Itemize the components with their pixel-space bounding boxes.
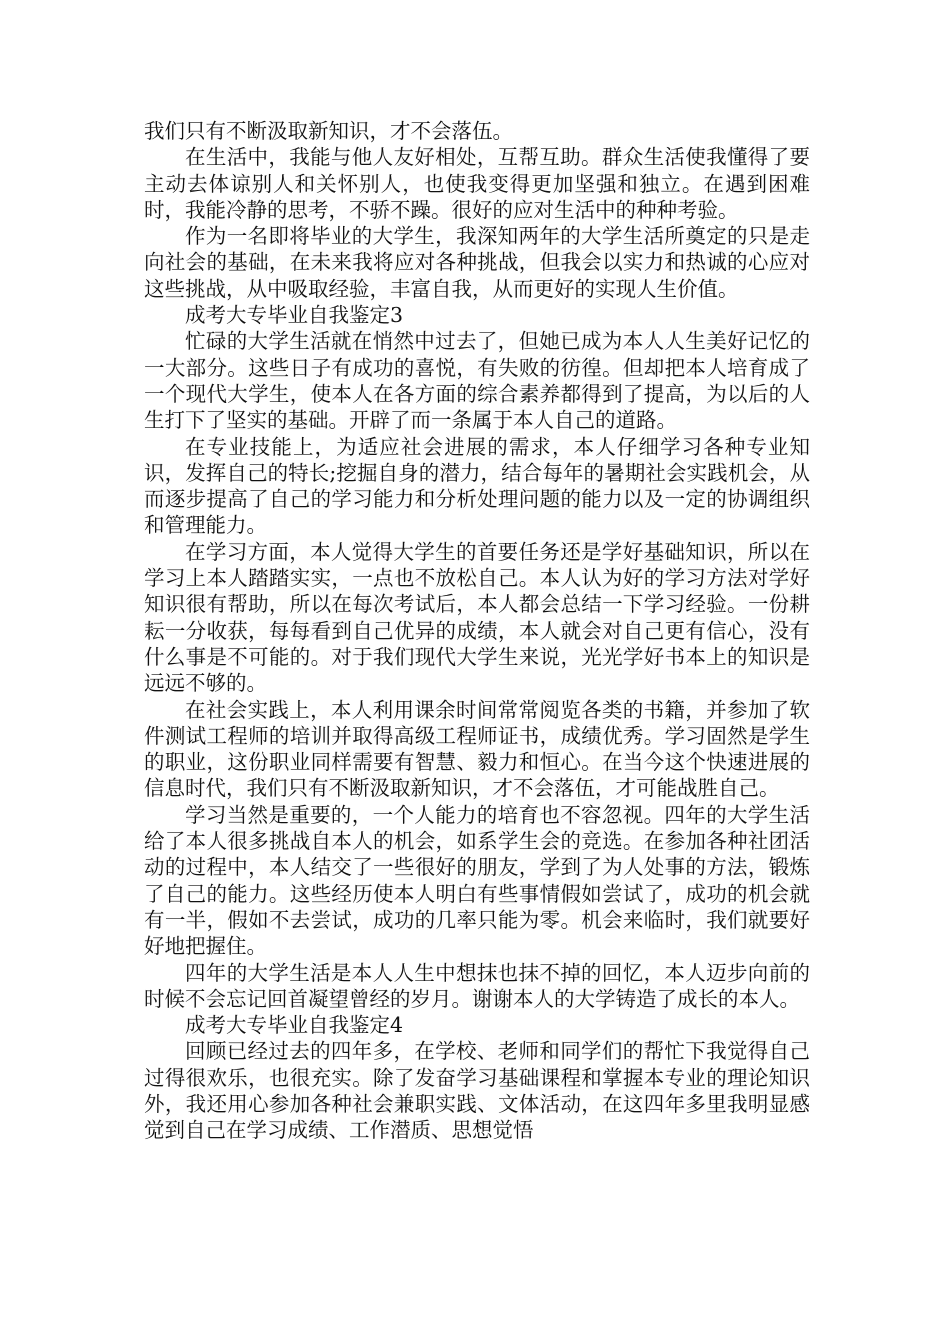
section-heading-4: 成考大专毕业自我鉴定4 <box>185 1013 404 1038</box>
paragraph-life: 在生活中，我能与他人友好相处，互帮互助。群众生活使我懂得了要主动去体谅别人和关怀别人，也使我变得更加坚强和独立。在遇到困难时，我能冷静的思考，不骄不躁。很好的应对生活中的种种考验。 <box>144 145 810 222</box>
paragraph-ability: 学习当然是重要的，一个人能力的培育也不容忽视。四年的大学生活给了本人很多挑战自本人的机会，如系学生会的竞选。在参加各种社团活动的过程中，本人结交了一些很好的朋友，学到了为人处事的方法，锻炼了自己的能力。这些经历使本人明白有些事情假如尝试了，成功的机会就有一半，假如不去尝试，成功的几率只能为零。机会来临时，我们就要好好地把握住。 <box>144 802 810 959</box>
section-heading-3: 成考大专毕业自我鉴定3 <box>185 303 404 328</box>
paragraph-social-practice: 在社会实践上，本人利用课余时间常常阅览各类的书籍，并参加了软件测试工程师的培训并取得高级工程师证书，成绩优秀。学习固然是学生的职业，这份职业同样需要有智慧、毅力和恒心。在当今这个快速进展的信息时代，我们只有不断汲取新知识，才不会落伍，才可能战胜自己。 <box>144 697 810 801</box>
paragraph-study: 在学习方面，本人觉得大学生的首要任务还是学好基础知识，所以在学习上本人踏踏实实，一点也不放松自己。本人认为好的学习方法对学好知识很有帮助，所以在每次考试后，本人都会总结一下学习经验。一份耕耘一分收获，每每看到自己优异的成绩，本人就会对自己更有信心，没有什么事是不可能的。对于我们现代大学生来说，光光学好书本上的知识是远远不够的。 <box>144 539 810 696</box>
document-page <box>144 118 810 1144</box>
paragraph-professional-skills: 在专业技能上，为适应社会进展的需求，本人仔细学习各种专业知识，发挥自己的特长;挖掘自身的潜力，结合每年的暑期社会实践机会，从而逐步提高了自己的学习能力和分析处理问题的能力以及一定的协调组织和管理能力。 <box>144 434 810 538</box>
paragraph-review: 回顾已经过去的四年多，在学校、老师和同学们的帮忙下我觉得自己过得很欢乐，也很充实。除了发奋学习基础课程和掌握本专业的理论知识外，我还用心参加各种社会兼职实践、文体活动，在这四年多里我明显感觉到自己在学习成绩、工作潜质、思想觉悟 <box>144 1039 810 1143</box>
paragraph-memories: 四年的大学生活是本人人生中想抹也抹不掉的回忆，本人迈步向前的时候不会忘记回首凝望曾经的岁月。谢谢本人的大学铸造了成长的本人。 <box>144 960 810 1011</box>
paragraph-graduate: 作为一名即将毕业的大学生，我深知两年的大学生活所奠定的只是走向社会的基础，在未来我将应对各种挑战，但我会以实力和热诚的心应对这些挑战，从中吸取经验，丰富自我，从而更好的实现人生价值。 <box>144 224 810 301</box>
paragraph-busy-life: 忙碌的大学生活就在悄然中过去了，但她已成为本人人生美好记忆的一大部分。这些日子有成功的喜悦，有失败的彷徨。但却把本人培育成了一个现代大学生，使本人在各方面的综合素养都得到了提高，为以后的人生打下了坚实的基础。开辟了而一条属于本人自己的道路。 <box>144 329 810 433</box>
paragraph-continuation: 我们只有不断汲取新知识，才不会落伍。 <box>144 119 513 143</box>
